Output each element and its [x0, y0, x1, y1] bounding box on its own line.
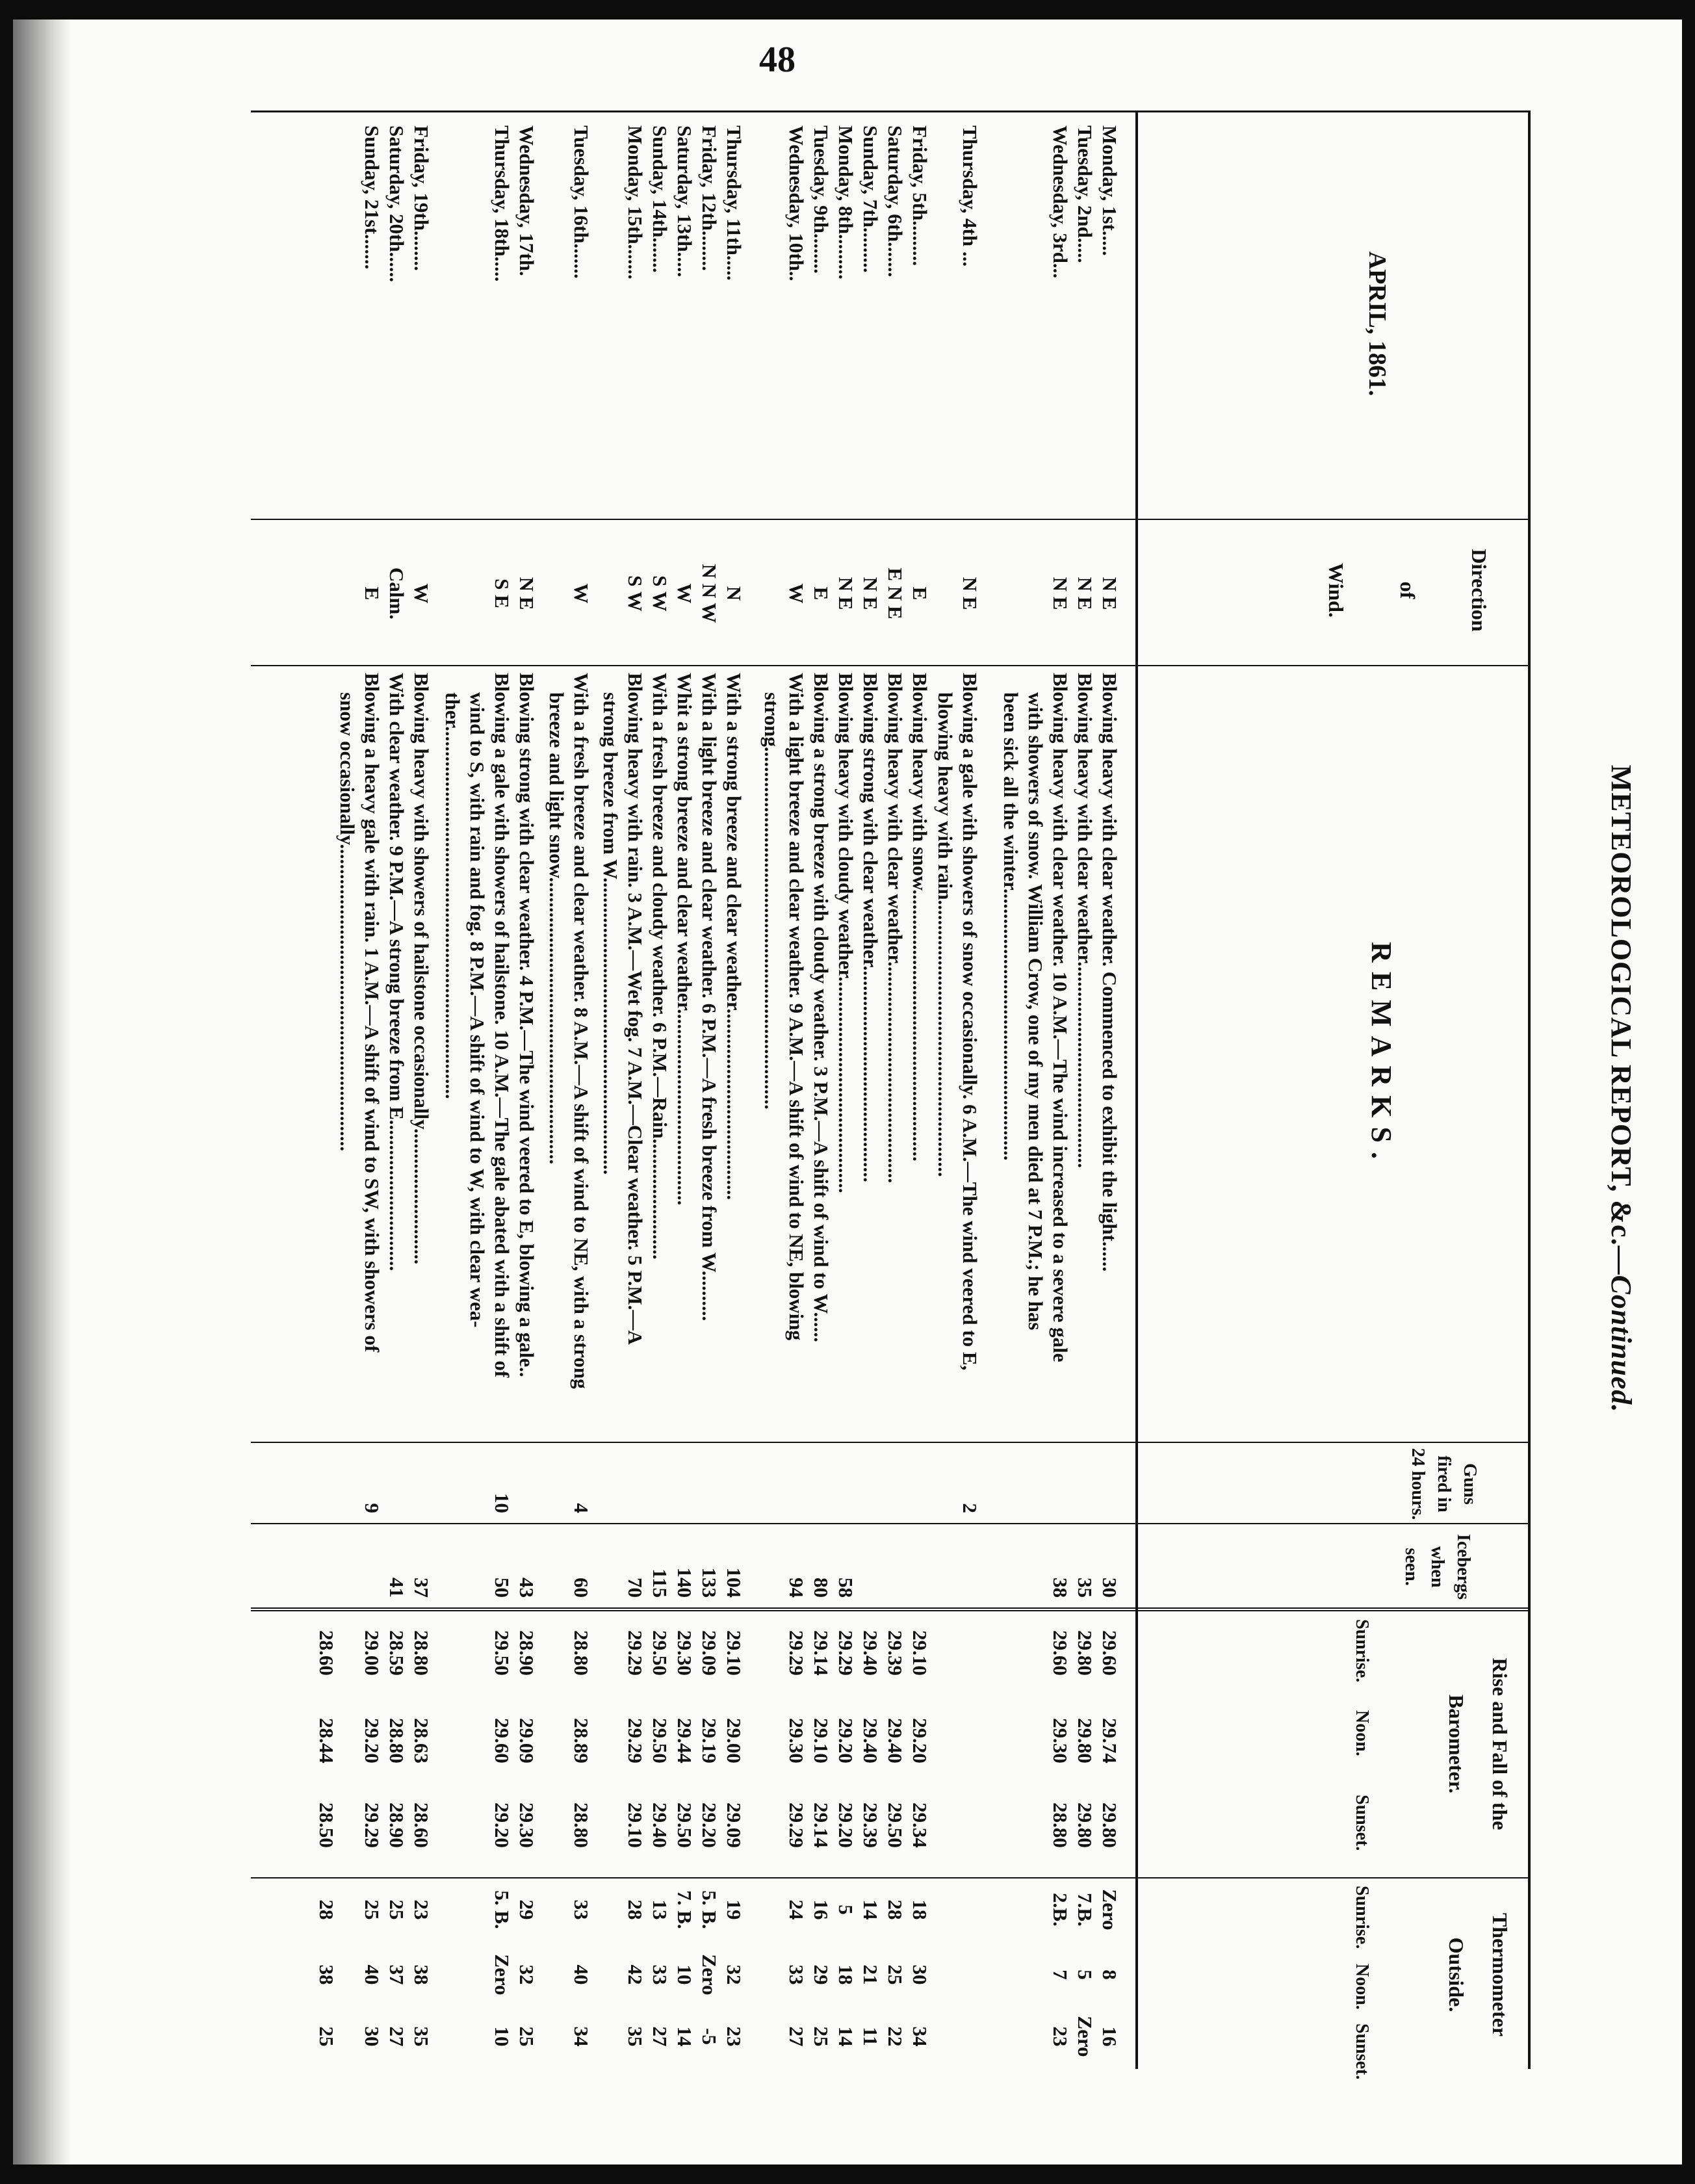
header-barometer — [1444, 1614, 1512, 1874]
cell-thermo-sunset: 23 — [1049, 2026, 1072, 2047]
cell-baro-sunset: 29.20 — [491, 1802, 513, 1848]
cell-baro-sunrise: 29.80 — [1074, 1630, 1096, 1676]
rotated-report — [253, 110, 1638, 2080]
cell-remarks — [335, 673, 384, 1433]
cell-baro-sunrise: 29.00 — [361, 1630, 383, 1676]
cell-baro-noon: 29.30 — [1049, 1718, 1072, 1763]
header-barometer-line1: Rise and Fall of the — [1488, 1658, 1512, 1830]
cell-thermo-noon: 33 — [649, 1964, 671, 1985]
column-rule — [251, 1442, 1528, 1443]
cell-thermo-noon: 10 — [673, 1964, 696, 1985]
cell-baro-sunrise: 29.29 — [785, 1630, 808, 1676]
cell-baro-noon: 29.80 — [1074, 1718, 1096, 1763]
cell-baro-noon: 29.60 — [491, 1718, 513, 1763]
cell-remarks — [907, 673, 932, 1433]
cell-remarks — [858, 673, 883, 1433]
cell-baro-sunset: 29.80 — [1074, 1802, 1096, 1848]
cell-date: Monday, 15th....... — [624, 125, 647, 280]
cell-baro-sunrise: 29.50 — [491, 1630, 513, 1676]
cell-baro-sunset: 29.40 — [649, 1802, 671, 1848]
cell-baro-sunrise: 29.40 — [859, 1630, 882, 1676]
column-rule — [251, 1523, 1528, 1524]
header-thermometer-line2: Outside. — [1445, 1937, 1468, 2012]
remarks-line: Blowing heavy with snow...................................................... — [909, 673, 931, 1162]
cell-baro-sunrise: 29.14 — [810, 1630, 833, 1676]
cell-date: Wednesday, 10th.. — [785, 125, 808, 281]
header-direction-line3: Wind. — [1325, 563, 1348, 618]
cell-icebergs: 43 — [515, 1578, 538, 1598]
cell-remarks — [809, 673, 833, 1433]
cell-date: Thursday, 18th..... — [491, 125, 513, 282]
cell-remarks — [409, 673, 433, 1433]
cell-remarks — [721, 673, 746, 1433]
cell-baro-noon: 29.10 — [810, 1718, 833, 1763]
cell-icebergs: 104 — [723, 1567, 745, 1598]
cell-thermo-sunrise: 28 — [624, 1899, 647, 1920]
cell-wind-direction: W — [570, 583, 593, 604]
cell-icebergs: 80 — [810, 1578, 833, 1598]
cell-remarks — [1072, 673, 1097, 1433]
cell-thermo-sunrise: 7.B. — [1074, 1893, 1096, 1927]
cell-remarks — [647, 673, 672, 1433]
report-title — [1605, 110, 1638, 2067]
cell-remarks — [833, 673, 858, 1433]
cell-remarks — [514, 673, 539, 1433]
cell-date: Friday, 12th........ — [698, 125, 721, 271]
cell-thermo-sunset: 25 — [515, 2026, 538, 2047]
cell-thermo-sunset: 35 — [624, 2026, 647, 2047]
cell-baro-sunset: 29.20 — [835, 1802, 857, 1848]
header-remarks: REMARKS. — [1365, 942, 1397, 1168]
cell-baro-noon: 29.20 — [909, 1718, 931, 1763]
header-month: APRIL, 1861. — [1364, 251, 1391, 396]
remarks-line: wind to S, with rain and fog. 8 P.M.—A shift of wind to W, with clear wea- — [466, 692, 489, 1328]
title-text: METEOROLOGICAL REPORT, &c.— — [1605, 764, 1637, 1275]
cell-date: Sunday, 21st....... — [361, 125, 383, 270]
cell-thermo-sunrise: 28 — [884, 1899, 907, 1920]
cell-thermo-noon: 29 — [810, 1964, 833, 1985]
remarks-line: Blowing strong with clear weather........................................... — [859, 673, 882, 1182]
cell-baro-sunrise: 28.80 — [410, 1630, 433, 1676]
cell-baro-sunset: 29.20 — [698, 1802, 721, 1848]
cell-baro-sunset: 29.09 — [723, 1802, 745, 1848]
cell-remarks — [384, 673, 409, 1433]
cell-thermo-noon: 32 — [723, 1964, 745, 1985]
remarks-line: Blowing heavy with clear weather............................................ — [884, 673, 907, 1184]
cell-icebergs: 35 — [1074, 1578, 1096, 1598]
cell-thermo-noon: 18 — [835, 1964, 857, 1985]
cell-wind-direction: S W — [624, 575, 647, 612]
cell-baro-sunset: 28.80 — [570, 1802, 593, 1848]
cell-baro-noon: 29.44 — [673, 1718, 696, 1763]
cell-thermo-sunrise: 33 — [570, 1899, 593, 1920]
cell-date: Wednesday, 3rd... — [1049, 125, 1072, 279]
header-thermo-noon: Noon. — [1352, 1964, 1372, 2010]
cell-thermo-sunrise: 19 — [723, 1899, 745, 1920]
remarks-line: Blowing strong with clear weather. 4 P.M.—The wind veered to E, blowing a gale.. — [515, 673, 538, 1377]
cell-baro-sunrise: 29.29 — [624, 1630, 647, 1676]
cell-baro-sunset: 29.14 — [810, 1802, 833, 1848]
header-thermometer — [1444, 1880, 1512, 2069]
cell-thermo-noon: 33 — [785, 1964, 808, 1985]
header-direction — [1125, 522, 1515, 658]
cell-thermo-sunrise: Zero — [1098, 1889, 1121, 1930]
cell-thermo-sunset: 25 — [315, 2026, 338, 2047]
remarks-line: Blowing heavy with rain. 3 A.M.—Wet fog. 7 A.M.—Clear weather. 5 P.M.—A — [624, 673, 647, 1345]
remarks-line: Blowing a heavy gale with rain. 1 A.M.—A shift of wind to SW, with showers of — [361, 673, 383, 1353]
column-rule — [251, 519, 1528, 520]
cell-thermo-noon: 25 — [884, 1964, 907, 1985]
cell-thermo-sunrise: 16 — [810, 1899, 833, 1920]
cell-remarks — [672, 673, 697, 1433]
cell-wind-direction: N E — [1074, 577, 1096, 610]
cell-thermo-noon: 37 — [385, 1964, 408, 1985]
header-thermometer-line1: Thermometer — [1488, 1912, 1512, 2037]
header-barometer-line2: Barometer. — [1445, 1695, 1468, 1793]
remarks-line: Blowing heavy with clear weather......................................... — [1074, 673, 1096, 1169]
cell-thermo-sunrise: 5 — [835, 1904, 857, 1915]
cell-baro-noon: 28.44 — [315, 1718, 338, 1763]
cell-thermo-noon: 5 — [1074, 1970, 1096, 1980]
cell-thermo-sunset: 23 — [723, 2026, 745, 2047]
cell-icebergs: 133 — [698, 1567, 721, 1598]
cell-wind-direction: N E — [859, 577, 882, 610]
cell-thermo-sunset: 34 — [570, 2026, 593, 2047]
cell-thermo-sunrise: 5. B. — [491, 1890, 513, 1929]
remarks-line: with showers of snow. William Crow, one of my men died at 7 P.M.; he has — [1024, 692, 1047, 1331]
remarks-line: Blowing heavy with showers of hailstone occasionally........................... — [410, 673, 433, 1265]
cell-wind-direction: N E — [959, 577, 981, 610]
cell-date: Sunday, 7th......... — [859, 125, 882, 273]
cell-date: Tuesday, 9th........ — [810, 125, 833, 274]
cell-baro-noon: 29.29 — [624, 1718, 647, 1763]
cell-date: Sunday, 14th....... — [649, 125, 671, 273]
cell-baro-noon: 29.50 — [649, 1718, 671, 1763]
cell-guns-fired: 10 — [491, 1493, 513, 1513]
cell-wind-direction: N E — [1049, 577, 1072, 610]
remarks-line: Blowing heavy with clear weather. 10 A.M.—The wind increased to a severe gale — [1049, 673, 1072, 1362]
cell-date: Thursday, 4th ... — [959, 125, 981, 267]
header-guns: Guns fired in 24 hours. — [1408, 1448, 1480, 1520]
remarks-line: Blowing a gale with showers of snow occasionally. 6 A.M.—The wind veered to E, — [959, 673, 981, 1371]
header-thermo-sunset: Sunset. — [1352, 2023, 1372, 2080]
remarks-line: breeze and light snow......................................................... — [545, 692, 568, 1165]
cell-baro-noon: 29.20 — [361, 1718, 383, 1763]
cell-wind-direction: E — [909, 586, 931, 601]
cell-baro-sunrise: 28.90 — [515, 1630, 538, 1676]
cell-remarks — [759, 673, 809, 1433]
cell-wind-direction: E N E — [884, 567, 907, 619]
cell-thermo-sunset: 30 — [361, 2026, 383, 2047]
cell-icebergs: 115 — [649, 1568, 671, 1598]
page-number: 48 — [759, 40, 796, 80]
cell-thermo-sunset: 14 — [673, 2026, 696, 2047]
cell-thermo-sunset: 10 — [491, 2026, 513, 2047]
cell-baro-noon: 29.20 — [835, 1718, 857, 1763]
cell-baro-noon: 29.00 — [723, 1718, 745, 1763]
cell-thermo-noon: 8 — [1098, 1970, 1121, 1980]
cell-wind-direction: E — [810, 586, 833, 601]
cell-thermo-noon: 7 — [1049, 1970, 1072, 1980]
cell-icebergs: 140 — [673, 1567, 696, 1598]
cell-baro-sunrise: 29.29 — [835, 1630, 857, 1676]
cell-guns-fired: 9 — [361, 1503, 383, 1513]
cell-thermo-sunrise: 23 — [410, 1899, 433, 1920]
cell-thermo-sunset: 27 — [649, 2026, 671, 2047]
cell-remarks — [1097, 673, 1122, 1433]
cell-wind-direction: Calm. — [385, 567, 408, 620]
cell-baro-sunset: 29.29 — [785, 1802, 808, 1848]
cell-wind-direction: N E — [835, 577, 857, 610]
cell-baro-sunrise: 29.09 — [698, 1630, 721, 1676]
cell-thermo-sunrise: 25 — [361, 1899, 383, 1920]
cell-thermo-sunrise: 2.B. — [1049, 1893, 1072, 1927]
remarks-line: strong breeze from W........................................................... — [599, 692, 622, 1175]
cell-thermo-sunrise: 28 — [315, 1899, 338, 1920]
cell-baro-noon: 29.09 — [515, 1718, 538, 1763]
cell-baro-sunrise: 28.80 — [570, 1630, 593, 1676]
cell-baro-sunrise: 28.60 — [315, 1630, 338, 1676]
cell-thermo-sunset: 34 — [909, 2026, 931, 2047]
cell-thermo-noon: 30 — [909, 1964, 931, 1985]
cell-baro-sunset: 29.34 — [909, 1802, 931, 1848]
cell-wind-direction: S E — [491, 578, 513, 608]
cell-thermo-sunset: 11 — [859, 2027, 882, 2046]
remarks-line: Blowing a gale with showers of hailstone. 10 A.M.—The gale abated with a shift of — [491, 673, 513, 1378]
cell-wind-direction: W — [673, 583, 696, 604]
header-icebergs: Icebergs when seen. — [1401, 1533, 1473, 1600]
cell-baro-sunset: 29.10 — [624, 1802, 647, 1848]
cell-date: Friday, 5th......... — [909, 125, 931, 266]
cell-baro-sunset: 29.50 — [884, 1802, 907, 1848]
header-baro-sunset: Sunset. — [1352, 1795, 1372, 1851]
cell-thermo-noon: Zero — [698, 1954, 721, 1996]
cell-baro-sunrise: 29.10 — [909, 1630, 931, 1676]
cell-baro-sunset: 29.29 — [361, 1802, 383, 1848]
remarks-line: With a fresh breeze and cloudy weather. 6 P.M.—Rain........................ — [649, 673, 671, 1260]
cell-remarks — [998, 673, 1072, 1433]
cell-wind-direction: E — [361, 586, 383, 601]
cell-baro-sunrise: 29.39 — [884, 1630, 907, 1676]
binding-shadow — [13, 20, 71, 2164]
cell-thermo-sunrise: 7. B. — [673, 1890, 696, 1929]
cell-thermo-sunset: 16 — [1098, 2026, 1121, 2047]
cell-date: Tuesday, 16th....... — [570, 125, 593, 279]
remarks-line: Blowing heavy with cloudy weather........................................... — [835, 673, 857, 1193]
cell-remarks — [883, 673, 907, 1433]
cell-baro-sunset: 28.90 — [385, 1802, 408, 1848]
cell-guns-fired: 4 — [570, 1503, 593, 1513]
cell-thermo-sunset: 35 — [410, 2026, 433, 2047]
header-baro-sunrise: Sunrise. — [1352, 1619, 1372, 1683]
cell-wind-direction: W — [785, 583, 808, 604]
cell-baro-noon: 28.63 — [410, 1718, 433, 1763]
cell-thermo-noon: 42 — [624, 1964, 647, 1985]
header-direction-line1: Direction — [1468, 549, 1491, 632]
cell-baro-sunset: 28.50 — [315, 1802, 338, 1848]
cell-thermo-sunset: 14 — [835, 2026, 857, 2047]
cell-baro-sunset: 28.80 — [1049, 1802, 1072, 1848]
cell-baro-sunset: 29.50 — [673, 1802, 696, 1848]
cell-baro-noon: 28.80 — [385, 1718, 408, 1763]
cell-baro-sunset: 28.60 — [410, 1802, 433, 1848]
remarks-line: Whit a strong breeze and clear weather....................................... — [673, 673, 696, 1206]
cell-baro-sunrise: 29.60 — [1049, 1630, 1072, 1676]
cell-baro-sunset: 29.30 — [515, 1802, 538, 1848]
remarks-line: been sick all the winter...................................................... — [1000, 692, 1022, 1161]
remarks-line: With clear weather. 9 P.M.—A strong breeze from E.............................. — [385, 673, 408, 1271]
remarks-line: strong........................................................................ — [760, 692, 783, 1110]
cell-thermo-sunrise: 5. B. — [698, 1890, 721, 1929]
cell-thermo-noon: 21 — [859, 1964, 882, 1985]
cell-icebergs: 38 — [1049, 1578, 1072, 1598]
remarks-line: With a light breeze and clear weather. 9 A.M.—A shift of wind to NE, blowing — [785, 673, 808, 1341]
remarks-line: ther.......................................................................... — [441, 692, 464, 1099]
remarks-line: Blowing a strong breeze with cloudy weather. 3 P.M.—A shift of wind to W...... — [810, 673, 833, 1342]
cell-date: Saturday, 20th...... — [385, 125, 408, 283]
cell-thermo-sunrise: 13 — [649, 1899, 671, 1920]
cell-thermo-sunset: 25 — [810, 2026, 833, 2047]
cell-thermo-sunrise: 25 — [385, 1899, 408, 1920]
cell-icebergs: 60 — [570, 1578, 593, 1598]
cell-baro-noon: 29.40 — [884, 1718, 907, 1763]
cell-thermo-sunset: 22 — [884, 2026, 907, 2047]
cell-baro-noon: 28.89 — [570, 1718, 593, 1763]
cell-wind-direction: N N W — [698, 564, 721, 623]
header-rule — [1135, 112, 1138, 2069]
cell-baro-noon: 29.40 — [859, 1718, 882, 1763]
cell-remarks — [544, 673, 593, 1433]
cell-date: Thursday, 11th..... — [723, 125, 745, 281]
cell-thermo-noon: 40 — [361, 1964, 383, 1985]
remarks-line: With a fresh breeze and clear weather. 8 A.M.—A shift of wind to NE, with a strong — [570, 673, 593, 1389]
cell-wind-direction: S W — [649, 575, 671, 612]
title-continued: Continued. — [1605, 1275, 1637, 1413]
cell-baro-sunrise: 29.50 — [649, 1630, 671, 1676]
header-thermo-sunrise: Sunrise. — [1352, 1886, 1372, 1949]
cell-thermo-sunrise: 18 — [909, 1899, 931, 1920]
cell-remarks — [440, 673, 514, 1433]
cell-baro-sunrise: 29.30 — [673, 1630, 696, 1676]
column-rule — [251, 665, 1528, 666]
cell-guns-fired: 2 — [959, 1503, 981, 1513]
cell-wind-direction: N — [723, 586, 745, 601]
cell-remarks — [598, 673, 647, 1433]
cell-wind-direction: W — [410, 583, 433, 604]
cell-baro-noon: 29.30 — [785, 1718, 808, 1763]
cell-icebergs: 30 — [1098, 1578, 1121, 1598]
remarks-line: With a strong breeze and clear weather...................................... — [723, 673, 745, 1201]
cell-date: Wednesday, 17th. — [515, 125, 538, 276]
cell-icebergs: 50 — [491, 1578, 513, 1598]
cell-date: Friday, 19th........ — [410, 125, 433, 271]
cell-thermo-sunrise: 29 — [515, 1899, 538, 1920]
cell-baro-sunrise: 29.60 — [1098, 1630, 1121, 1676]
remarks-line: With a light breeze and clear weather. 6 P.M.—A fresh breeze from W.......... — [698, 673, 721, 1321]
cell-thermo-sunset: 27 — [785, 2026, 808, 2047]
remarks-line: Blowing heavy with clear weather. Commenced to exhibit the light...... — [1098, 673, 1121, 1272]
cell-thermo-sunset: 27 — [385, 2026, 408, 2047]
cell-thermo-noon: Zero — [491, 1954, 513, 1996]
cell-date: Tuesday, 2nd..... — [1074, 125, 1096, 263]
cell-thermo-sunrise: 14 — [859, 1899, 882, 1920]
cell-wind-direction: N E — [515, 577, 538, 610]
cell-icebergs: 58 — [835, 1578, 857, 1598]
cell-baro-sunset: 29.80 — [1098, 1802, 1121, 1848]
cell-remarks — [697, 673, 721, 1433]
cell-thermo-noon: 38 — [410, 1964, 433, 1985]
cell-baro-sunrise: 29.10 — [723, 1630, 745, 1676]
cell-thermo-noon: 38 — [315, 1964, 338, 1985]
cell-thermo-sunset: Zero — [1074, 2016, 1096, 2057]
cell-icebergs: 37 — [410, 1578, 433, 1598]
cell-thermo-sunset: -5 — [698, 2028, 721, 2045]
cell-thermo-noon: 40 — [570, 1964, 593, 1985]
cell-icebergs: 41 — [385, 1578, 408, 1598]
cell-icebergs: 94 — [785, 1578, 808, 1598]
cell-baro-sunrise: 28.59 — [385, 1630, 408, 1676]
cell-date: Saturday, 6th....... — [884, 125, 907, 278]
cell-date: Monday, 1st..... — [1098, 125, 1121, 256]
cell-date: Saturday, 13th..... — [673, 125, 696, 278]
cell-date: Monday, 8th......... — [835, 125, 857, 280]
cell-baro-noon: 29.74 — [1098, 1718, 1121, 1763]
cell-wind-direction: N E — [1098, 577, 1121, 610]
remarks-line: blowing heavy with rain....................................................... — [934, 692, 957, 1177]
remarks-line: snow occasionally............................................................. — [336, 692, 359, 1152]
header-baro-noon: Noon. — [1352, 1710, 1372, 1756]
cell-icebergs: 70 — [624, 1578, 647, 1598]
cell-baro-noon: 29.19 — [698, 1718, 721, 1763]
cell-baro-sunset: 29.39 — [859, 1802, 882, 1848]
cell-remarks — [933, 673, 982, 1433]
cell-thermo-sunrise: 24 — [785, 1899, 808, 1920]
header-direction-line2: of — [1396, 581, 1419, 599]
report-table — [251, 110, 1531, 2080]
cell-thermo-noon: 32 — [515, 1964, 538, 1985]
